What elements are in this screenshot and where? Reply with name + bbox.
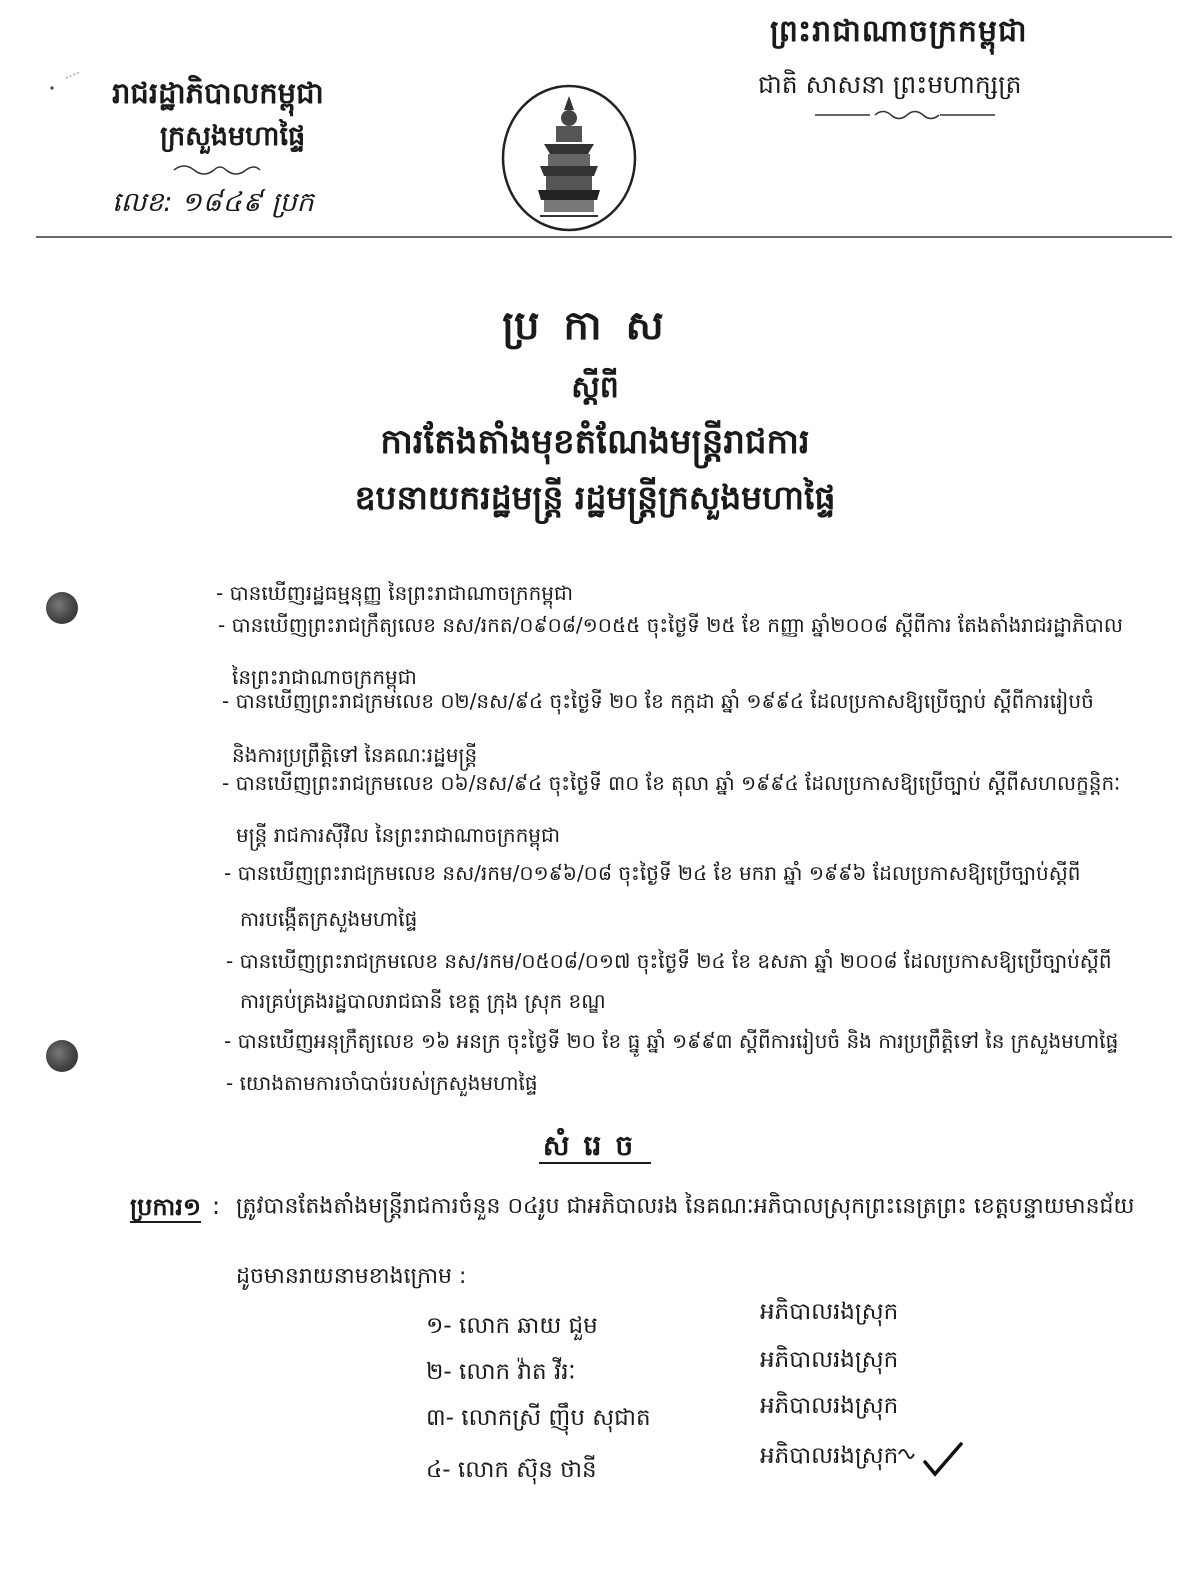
clause-line: - បានឃើញព្រះរាជក្រមលេខ នស/រកម/០១៩៦/០៨ ចុះថ្ងៃទី ២៤ ខែ មករា ឆ្នាំ ១៩៩៦ ដែលប្រកាសឱ្យប្រើច្បាប់ស្តីពី bbox=[224, 861, 1081, 885]
clause-line: ការគ្រប់គ្រងរដ្ឋបាលរាជធានី ខេត្ត ក្រុង ស្រុក ខណ្ឌ bbox=[240, 989, 606, 1013]
article-label bbox=[130, 1192, 201, 1227]
clause-line: មន្ត្រី រាជការស៊ីវិល នៃព្រះរាជាណាចក្រកម្ពុជា bbox=[236, 823, 561, 847]
decision-heading-text: សំរេច bbox=[539, 1129, 651, 1164]
clause-line: - បានឃើញព្រះរាជក្រមលេខ នស/រកម/០៥០៨/០១៧ ចុះថ្ងៃទី ២៤ ខែ ឧសភា ឆ្នាំ ២០០៨ ដែលប្រកាសឱ្យប្រើច្បាប់ស្តីពី bbox=[226, 949, 1112, 973]
appointee-title: អភិបាលរងស្រុក bbox=[760, 1347, 899, 1373]
article-colon: : bbox=[212, 1192, 221, 1220]
appointee-name: ១- លោក ឆាយ ជួម bbox=[426, 1313, 598, 1339]
number-value: ១៨៤៩ bbox=[181, 187, 263, 218]
clause-line: - យោងតាមការចាំបាច់របស់ក្រសួងមហាផ្ទៃ bbox=[226, 1071, 538, 1095]
clause-line: - បានឃើញព្រះរាជក្រមលេខ ០២/នស/៩៤ ចុះថ្ងៃទី ២០ ខែ កក្កដា ឆ្នាំ ១៩៩៤ ដែលប្រកាសឱ្យប្រើច្បាប់ ស្តីពីការរៀបចំ bbox=[222, 689, 1094, 713]
ornament-divider-icon bbox=[815, 108, 995, 122]
clause-line: ការបង្កើតក្រសួងមហាផ្ទៃ bbox=[240, 907, 418, 931]
ministry-heading: ក្រសួងមហាផ្ទៃ bbox=[160, 121, 306, 152]
title-about: ស្តីពី bbox=[571, 370, 619, 405]
appointee-title: អភិបាលរងស្រុក bbox=[760, 1299, 899, 1325]
handwritten-check-icon bbox=[895, 1440, 975, 1480]
decision-heading bbox=[0, 1128, 1190, 1169]
clause-line: - បានឃើញអនុក្រឹត្យលេខ ១៦ អនក្រ ចុះថ្ងៃទី ២០ ខែ ធ្នូ ឆ្នាំ ១៩៩៣ ស្តីពីការរៀបចំ និង ការប្រព្រឹត្តិទៅ នៃ ក្រសួងមហាផ្ទៃ bbox=[224, 1029, 1119, 1053]
ministry-seal-icon bbox=[500, 82, 638, 234]
number-label: លេខ: bbox=[112, 187, 173, 218]
national-motto: ជាតិ សាសនា ព្រះមហាក្សត្រ bbox=[758, 70, 1022, 99]
punch-hole bbox=[46, 592, 78, 624]
clause-line: - បានឃើញព្រះរាជក្រឹត្យលេខ នស/រកត/០៩០៨/១០៥៥ ចុះថ្ងៃទី ២៥ ខែ កញ្ញា ឆ្នាំ២០០៨ ស្តីពីការ តែងតាំងរាជរដ្ឋាភិបាល bbox=[218, 613, 1123, 637]
punch-hole bbox=[46, 1040, 78, 1072]
appointee-name: ៤- លោក ស៊ុន ថានី bbox=[426, 1457, 597, 1483]
document-number bbox=[112, 186, 314, 225]
subject-line-1: ការតែងតាំងមុខតំណែងមន្ត្រីរាជការ bbox=[380, 422, 810, 462]
ornament-flourish-icon bbox=[172, 162, 262, 176]
kingdom-heading: ព្រះរាជាណាចក្រកម្ពុជា bbox=[770, 14, 1028, 49]
clause-line: និងការប្រព្រឹត្តិទៅ នៃគណៈរដ្ឋមន្ត្រី bbox=[232, 743, 478, 767]
article-text: ត្រូវបានតែងតាំងមន្ត្រីរាជការចំនួន ០៤រូប ជាអភិបាលរង នៃគណៈអភិបាលស្រុកព្រះនេត្រព្រះ ខេត្តបន្ទាយមានជ័យ bbox=[236, 1194, 1135, 1219]
government-heading: រាជរដ្ឋាភិបាលកម្ពុជា bbox=[112, 76, 324, 110]
appointee-title: អភិបាលរងស្រុក bbox=[760, 1443, 899, 1469]
scan-mark-icon bbox=[48, 70, 88, 94]
number-suffix: ប្រក bbox=[271, 187, 314, 218]
clause-line: - បានឃើញព្រះរាជក្រមលេខ ០៦/នស/៩៤ ចុះថ្ងៃទី ៣០ ខែ តុលា ឆ្នាំ ១៩៩៤ ដែលប្រកាសឱ្យប្រើច្បាប់ ស្តីពីសហលក្ខន្តិកៈ bbox=[222, 771, 1121, 795]
appointee-name: ២- លោក វ៉ាត វីរៈ bbox=[426, 1359, 576, 1385]
article-continuation: ដូចមានរាយនាមខាងក្រោម : bbox=[236, 1264, 467, 1289]
subject-line-2: ឧបនាយករដ្ឋមន្ត្រី រដ្ឋមន្ត្រីក្រសួងមហាផ្ទៃ bbox=[354, 478, 836, 517]
document-title: ប្រកាស bbox=[502, 303, 688, 349]
clause-line: នៃព្រះរាជាណាចក្រកម្ពុជា bbox=[232, 665, 417, 689]
article-label-text: ប្រការ១ bbox=[130, 1193, 202, 1221]
header-divider bbox=[36, 236, 1172, 238]
appointee-name: ៣- លោកស្រី ញ៉ឹប សុជាត bbox=[426, 1405, 651, 1431]
appointee-title: អភិបាលរងស្រុក bbox=[760, 1393, 899, 1419]
clause-line: - បានឃើញរដ្ឋធម្មនុញ្ញ នៃព្រះរាជាណាចក្រកម្ពុជា bbox=[216, 581, 574, 605]
